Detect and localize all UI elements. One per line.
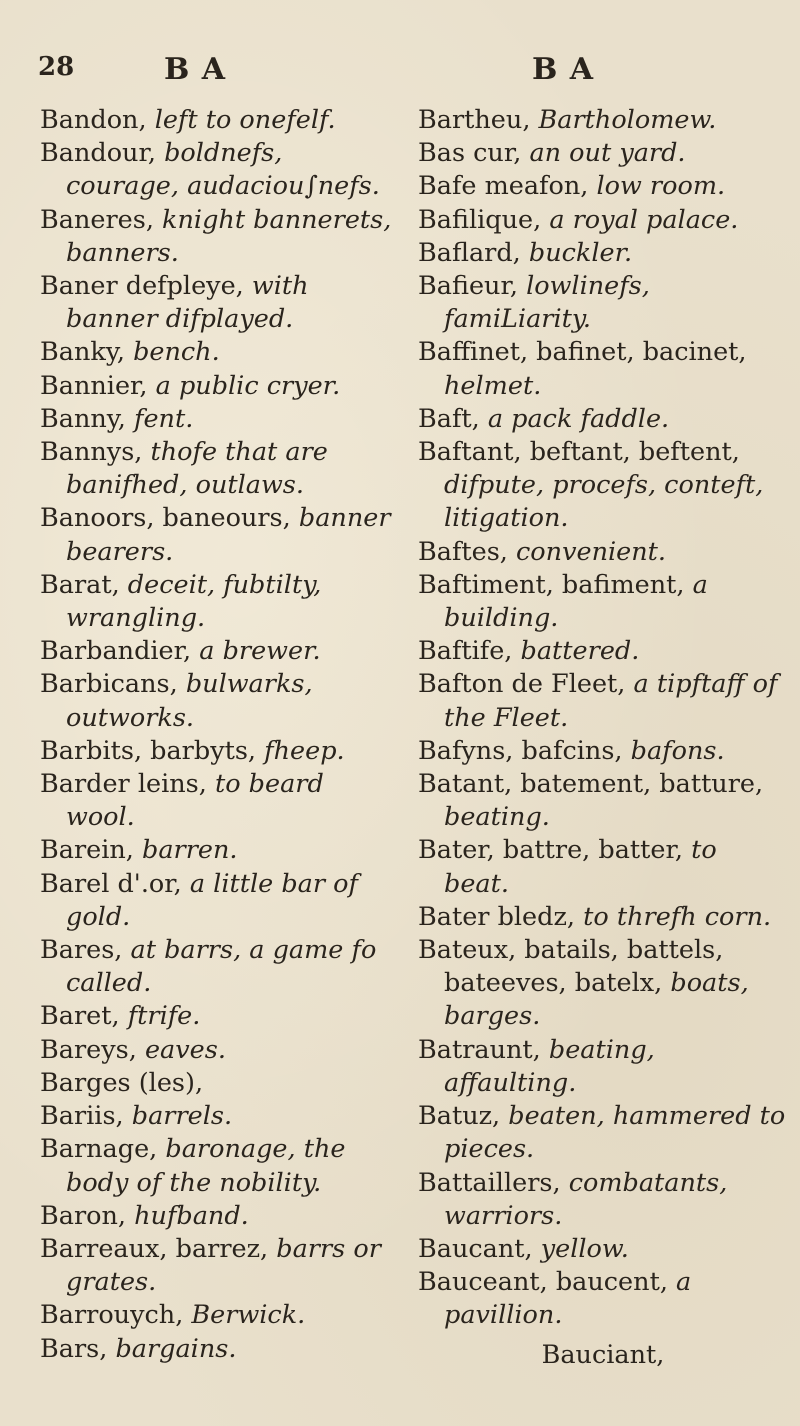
entry-headword: Barel d'.or, (40, 868, 190, 899)
entry-definition: bench. (133, 337, 220, 368)
entry-definition: baronage, the body of the nobility. (66, 1134, 346, 1198)
entry-headword: Bares, (40, 935, 131, 966)
entry-headword: Bafton de Fleet, (418, 669, 634, 700)
entry-definition: beaten, hammered to pieces. (444, 1101, 786, 1165)
glossary-entry (40, 1333, 400, 1366)
glossary-entry (418, 536, 788, 569)
entry-headword: Baneres, (40, 204, 163, 235)
running-head-left: B A (164, 52, 227, 87)
entry-definition: a little bar of gold. (66, 868, 358, 932)
entry-definition: an out yard. (529, 138, 686, 169)
glossary-entry (418, 436, 788, 536)
glossary-entry (40, 1233, 400, 1299)
entry-headword: Bars, (40, 1333, 116, 1364)
entry-headword: Barbicans, (40, 669, 186, 700)
glossary-entry (418, 901, 788, 934)
entry-definition: bafons. (630, 735, 725, 766)
glossary-entry (40, 868, 400, 934)
entry-definition: a brewer. (199, 636, 321, 667)
glossary-entry (40, 502, 400, 568)
entry-definition: banner bearers. (66, 503, 391, 567)
entry-definition: beating, affaulting. (444, 1034, 655, 1098)
entry-headword: Bateux, batails, battels, bateeves, batelx, (418, 935, 724, 999)
entry-headword: Baret, (40, 1001, 128, 1032)
glossary-entry (40, 104, 400, 137)
glossary-entry (418, 237, 788, 270)
entry-headword: Banky, (40, 337, 134, 368)
entry-definition: with banner difplayed. (66, 271, 309, 335)
glossary-entry (418, 204, 788, 237)
entry-headword: Batuz, (418, 1101, 509, 1132)
entry-definition: barrs or grates. (66, 1233, 381, 1298)
entry-definition: a building. (444, 569, 708, 634)
right-column (418, 104, 788, 1372)
page-number: 28 (38, 52, 75, 82)
entry-headword: Bafe meafon, (418, 171, 597, 202)
glossary-entry (40, 834, 400, 867)
glossary-entry (418, 137, 788, 170)
entry-headword: Baftife, (418, 636, 521, 667)
entry-definition: a pavillion. (444, 1267, 692, 1331)
entry-headword: Bater bledz, (418, 901, 584, 932)
entry-headword: Bannier, (40, 370, 156, 401)
entry-definition: ftrife. (127, 1001, 201, 1032)
entry-definition: bulwarks, outworks. (66, 669, 313, 733)
glossary-entry (40, 370, 400, 403)
entry-headword: Bater, battre, batter, (418, 835, 692, 866)
glossary-entry (418, 170, 788, 203)
entry-headword: Barbits, barbyts, (40, 735, 265, 766)
entry-definition: buckler. (528, 237, 633, 268)
glossary-entry (418, 1167, 788, 1233)
entry-definition: to beard wool. (66, 769, 324, 833)
entry-headword: Barges (les), (40, 1067, 204, 1098)
entry-definition: a public cryer. (155, 370, 341, 401)
entry-headword: Batraunt, (418, 1034, 549, 1065)
entry-headword: Batant, batement, batture, (418, 769, 764, 800)
entry-headword: Banoors, baneours, (40, 503, 299, 534)
entry-definition: eaves. (144, 1034, 226, 1065)
entry-definition: bargains. (115, 1333, 237, 1364)
entry-definition: low room. (596, 171, 726, 202)
glossary-entry (418, 1034, 788, 1100)
entry-definition: a tipftaff of the Fleet. (444, 669, 778, 733)
entry-headword: Baffinet, bafinet, bacinet, (418, 337, 747, 368)
glossary-entry (40, 1067, 400, 1100)
glossary-entry (40, 1000, 400, 1033)
entry-headword: Barnage, (40, 1134, 166, 1165)
entry-headword: Bandour, (40, 138, 165, 169)
entry-definition: boats, barges. (444, 968, 749, 1032)
entry-headword: Baner defpleye, (40, 271, 252, 302)
glossary-entry (40, 735, 400, 768)
glossary-entry (418, 1266, 788, 1332)
entry-definition: to beat. (444, 835, 717, 899)
entry-headword: Barbandier, (40, 636, 200, 667)
glossary-entry (40, 635, 400, 668)
entry-headword: Baftant, beftant, beftent, (418, 437, 740, 468)
entry-definition: knight bannerets, banners. (66, 204, 392, 268)
glossary-entry (418, 834, 788, 900)
entry-headword: Bafieur, (418, 271, 527, 302)
entry-headword: Barein, (40, 835, 143, 866)
entry-definition: Berwick. (191, 1300, 306, 1331)
entry-headword: Bauceant, baucent, (418, 1267, 677, 1298)
entry-definition: thofe that are banifhed, outlaws. (66, 437, 328, 501)
entry-headword: Bareys, (40, 1034, 145, 1065)
glossary-entry (418, 336, 788, 402)
entry-definition: at barrs, a game fo called. (66, 935, 377, 999)
catchword: Bauciant, (541, 1339, 665, 1370)
glossary-entry (40, 270, 400, 336)
entry-definition: beating. (444, 802, 550, 833)
entry-headword: Baucant, (418, 1233, 541, 1264)
entry-definition: combatants, warriors. (444, 1167, 728, 1231)
glossary-entry (418, 735, 788, 768)
glossary-entry (418, 668, 788, 734)
glossary-entry (40, 403, 400, 436)
glossary-entry (418, 635, 788, 668)
entry-definition: to threfh corn. (583, 901, 772, 932)
glossary-entry (40, 1133, 400, 1199)
entry-definition: convenient. (516, 536, 667, 567)
entry-headword: Barat, (40, 569, 128, 600)
glossary-entry (40, 1200, 400, 1233)
entry-headword: Barrouych, (40, 1300, 192, 1331)
entry-headword: Banny, (40, 403, 135, 434)
glossary-entry (418, 104, 788, 137)
entry-definition: a pack faddle. (487, 403, 670, 434)
running-head-right: B A (532, 52, 595, 87)
entry-definition: Bartholomew. (538, 105, 717, 135)
glossary-entry (418, 403, 788, 436)
entry-headword: Baftiment, bafiment, (418, 569, 693, 600)
glossary-entry (418, 1100, 788, 1166)
glossary-entry (40, 336, 400, 369)
entry-headword: Baft, (418, 403, 488, 434)
entry-definition: lowlinefs, famiLiarity. (444, 271, 650, 335)
glossary-entry (418, 768, 788, 834)
entry-definition: a royal palace. (549, 204, 739, 235)
entry-headword: Bandon, (40, 105, 155, 135)
glossary-entry (418, 1233, 788, 1266)
entry-headword: Baftes, (418, 536, 517, 567)
entry-definition: fheep. (264, 735, 345, 766)
glossary-entry (40, 204, 400, 270)
glossary-entry (40, 1299, 400, 1332)
entry-headword: Barreaux, barrez, (40, 1233, 277, 1264)
glossary-entry (40, 569, 400, 635)
entry-definition: yellow. (540, 1233, 629, 1264)
entry-headword: Baron, (40, 1200, 135, 1231)
entry-definition: deceit, fubtilty, wrangling. (66, 569, 322, 634)
entry-definition: hufband. (134, 1200, 249, 1231)
glossary-entry (40, 137, 400, 203)
entry-definition: fent. (134, 403, 194, 434)
glossary-entry (40, 934, 400, 1000)
left-column (40, 104, 400, 1366)
entry-headword: Bariis, (40, 1101, 132, 1132)
glossary-entry (40, 436, 400, 502)
entry-headword: Bas cur, (418, 138, 530, 169)
glossary-entry (40, 668, 400, 734)
glossary-entry (418, 934, 788, 1034)
entry-definition: battered. (520, 636, 640, 667)
entry-headword: Baflard, (418, 237, 529, 268)
glossary-entry (40, 1100, 400, 1133)
entry-headword: Bannys, (40, 437, 151, 468)
glossary-entry (418, 270, 788, 336)
entry-definition: barren. (142, 835, 238, 866)
entry-headword: Bafilique, (418, 204, 550, 235)
entry-definition: barrels. (131, 1101, 233, 1132)
entry-definition: helmet. (444, 370, 542, 401)
entry-headword: Bartheu, (418, 105, 539, 135)
page-header (0, 52, 800, 96)
entry-definition: boldnefs, courage, audaciou∫nefs. (66, 138, 380, 202)
glossary-entry (418, 569, 788, 635)
entry-headword: Barder leins, (40, 769, 215, 800)
entry-headword: Bafyns, bafcins, (418, 735, 631, 766)
entry-headword: Battaillers, (418, 1167, 569, 1198)
glossary-entry (40, 1034, 400, 1067)
glossary-entry (40, 768, 400, 834)
entry-definition: difpute, procefs, conteft, litigation. (444, 470, 764, 534)
entry-definition: left to onefelf. (154, 105, 336, 135)
